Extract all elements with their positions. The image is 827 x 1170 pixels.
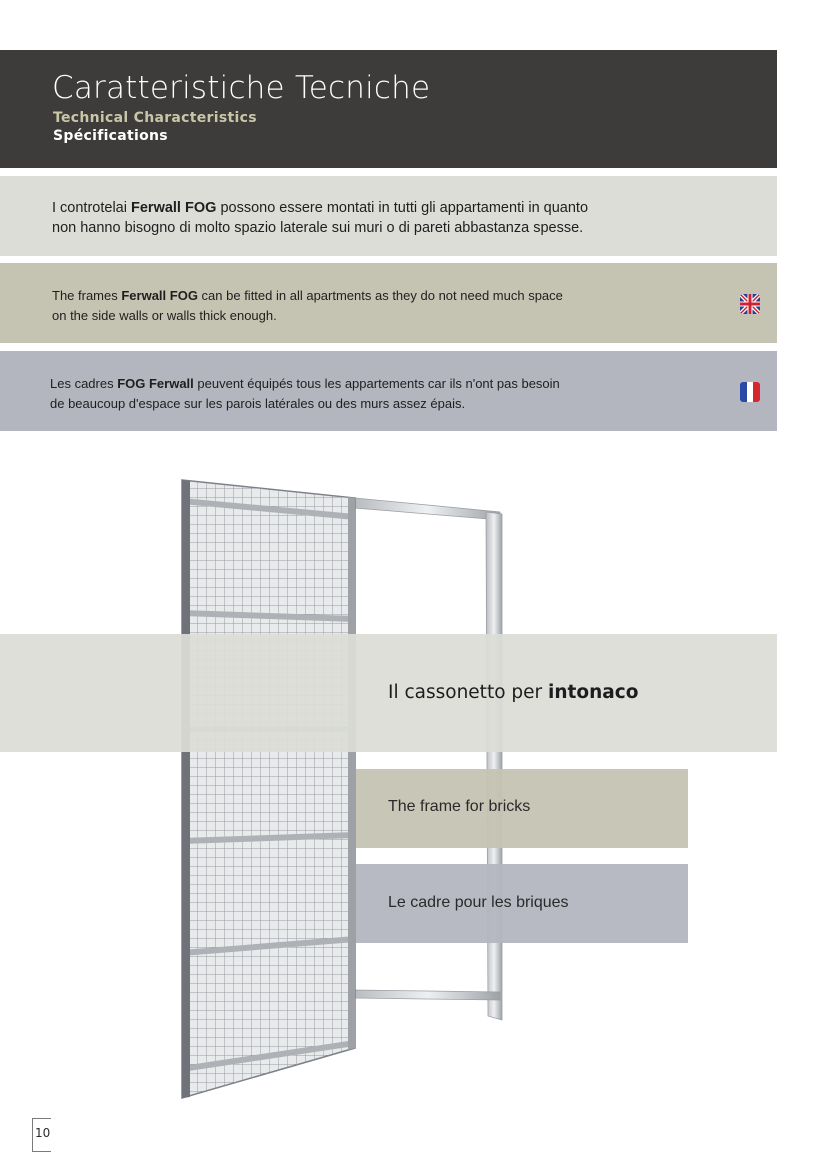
- caption-it-pre: Il cassonetto per: [388, 682, 549, 703]
- intro-text-french: [50, 374, 560, 414]
- caption-english: The frame for bricks: [388, 798, 531, 815]
- intro-it-line1-pre: I controtelai: [52, 200, 131, 216]
- intro-it-line2: non hanno bisogno di molto spazio laterale sui muri o di pareti abbastanza spesse.: [52, 220, 584, 236]
- france-flag-icon: [740, 382, 760, 402]
- intro-en-brand: Ferwall FOG: [121, 288, 198, 303]
- intro-en-line1-pre: The frames: [52, 288, 122, 303]
- caption-it-bold: intonaco: [548, 682, 639, 703]
- intro-it-brand: Ferwall FOG: [131, 200, 217, 216]
- intro-fr-line1-pre: Les cadres: [50, 376, 118, 391]
- intro-fr-line2: de beaucoup d'espace sur les parois latérales ou des murs assez épais.: [50, 396, 466, 411]
- subtitle-english: Technical Characteristics: [53, 110, 257, 126]
- intro-en-line2: on the side walls or walls thick enough.: [52, 308, 277, 323]
- caption-italian: [388, 682, 638, 703]
- intro-text-italian: [52, 198, 588, 238]
- subtitle-french: Spécifications: [53, 128, 168, 144]
- uk-flag-icon: [740, 294, 760, 314]
- intro-fr-line1-post: peuvent équipés tous les appartements car ils n'ont pas besoin: [193, 376, 560, 391]
- intro-text-english: [52, 286, 563, 326]
- intro-fr-brand: FOG Ferwall: [117, 376, 194, 391]
- header-banner: [0, 50, 777, 168]
- intro-it-line1-post: possono essere montati in tutti gli appartamenti in quanto: [216, 200, 589, 216]
- caption-french: Le cadre pour les briques: [388, 894, 569, 911]
- page-title: Caratteristiche Tecniche: [52, 70, 431, 106]
- page-number: 10: [35, 1126, 51, 1140]
- intro-en-line1-post: can be fitted in all apartments as they do not need much space: [197, 288, 563, 303]
